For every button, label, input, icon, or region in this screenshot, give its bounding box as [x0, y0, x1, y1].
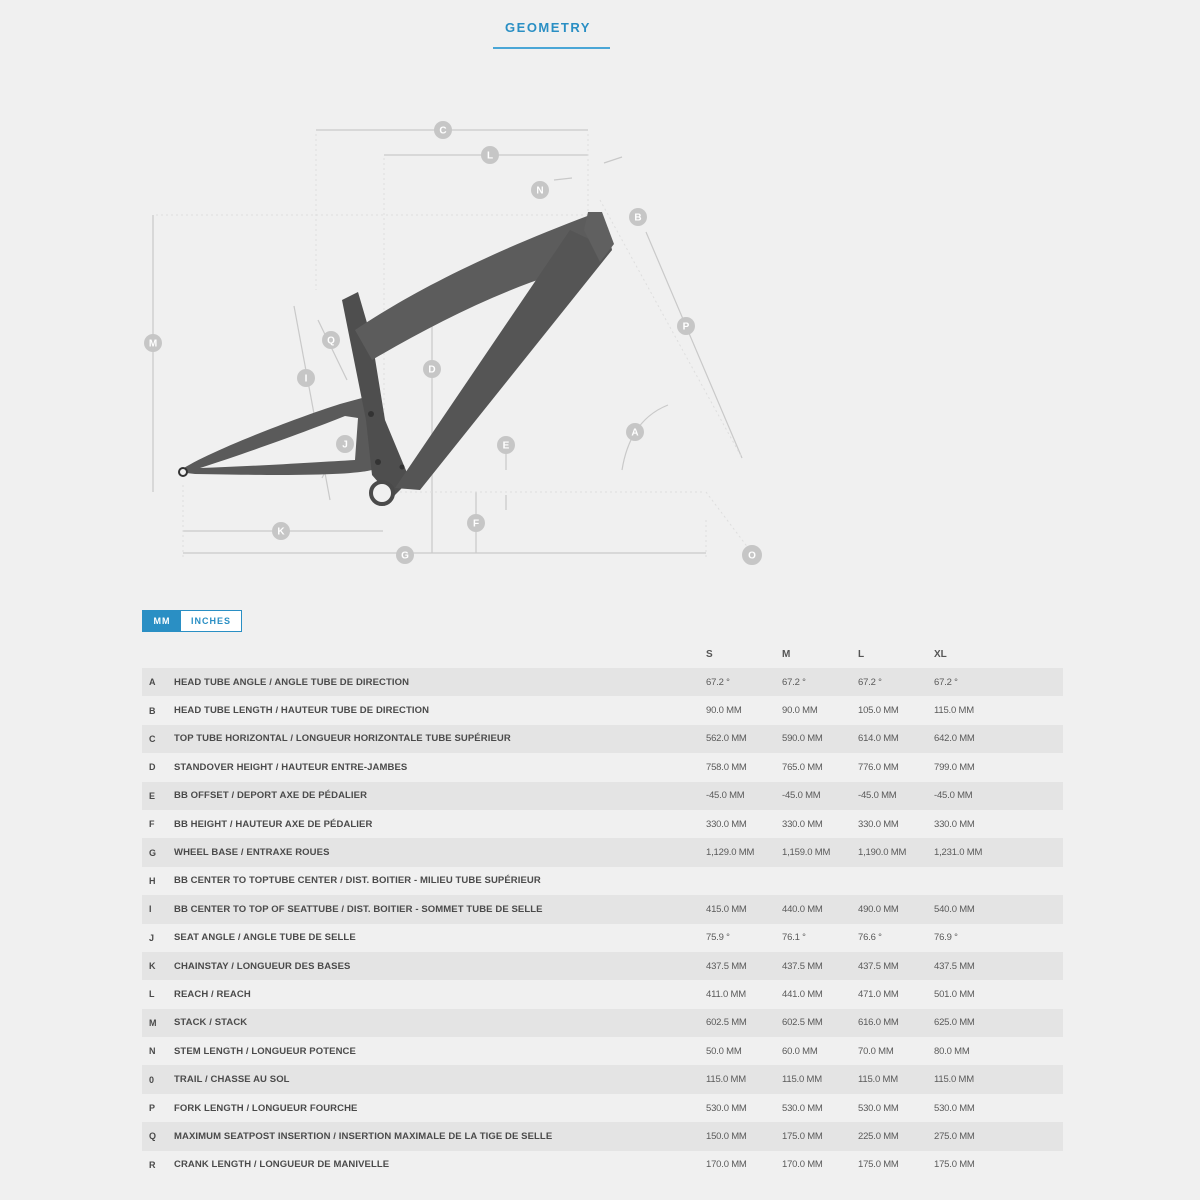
dimension-letter: C — [439, 125, 447, 137]
value-xl: -45.0 MM — [934, 782, 1063, 810]
table-row — [142, 1094, 1063, 1122]
value-m: 602.5 MM — [782, 1009, 858, 1037]
measure-letter: N — [142, 1037, 174, 1065]
value-l: 175.0 MM — [858, 1151, 934, 1179]
dimension-letter: Q — [327, 335, 335, 347]
measure-letter: E — [142, 782, 174, 810]
value-s: 50.0 MM — [706, 1037, 782, 1065]
value-s: 530.0 MM — [706, 1094, 782, 1122]
measure-letter: J — [142, 924, 174, 952]
value-m: 440.0 MM — [782, 895, 858, 923]
geometry-table — [142, 640, 1063, 1179]
measure-name: WHEEL BASE / ENTRAXE ROUES — [174, 838, 706, 866]
dimension-letter: D — [428, 364, 436, 376]
dimension-letter: E — [502, 440, 510, 452]
value-l: -45.0 MM — [858, 782, 934, 810]
value-s: 437.5 MM — [706, 952, 782, 980]
measure-name: TOP TUBE HORIZONTAL / LONGUEUR HORIZONTALE TUBE SUPÉRIEUR — [174, 725, 706, 753]
dimension-label-m — [144, 334, 162, 352]
table-row — [142, 753, 1063, 781]
value-xl: 115.0 MM — [934, 1065, 1063, 1093]
value-m: 441.0 MM — [782, 980, 858, 1008]
size-header-l: L — [858, 648, 865, 660]
dimension-label-j — [336, 435, 354, 453]
measure-name: FORK LENGTH / LONGUEUR FOURCHE — [174, 1094, 706, 1122]
dimension-letter: A — [631, 427, 639, 439]
measure-letter: F — [142, 810, 174, 838]
dimension-letter: F — [472, 518, 480, 530]
dimension-letter: K — [277, 526, 285, 538]
table-row — [142, 810, 1063, 838]
value-l: 530.0 MM — [858, 1094, 934, 1122]
measure-letter: R — [142, 1151, 174, 1179]
value-m: 115.0 MM — [782, 1065, 858, 1093]
table-row — [142, 980, 1063, 1008]
table-row — [142, 952, 1063, 980]
measure-letter: D — [142, 753, 174, 781]
measure-name: MAXIMUM SEATPOST INSERTION / INSERTION MAXIMALE DE LA TIGE DE SELLE — [174, 1122, 706, 1150]
dimension-letter: P — [682, 321, 690, 333]
value-l: 776.0 MM — [858, 753, 934, 781]
value-xl: 625.0 MM — [934, 1009, 1063, 1037]
page-title: GEOMETRY — [505, 20, 591, 35]
value-m: 530.0 MM — [782, 1094, 858, 1122]
value-l: 1,190.0 MM — [858, 838, 934, 866]
value-s: 758.0 MM — [706, 753, 782, 781]
value-l: 70.0 MM — [858, 1037, 934, 1065]
table-row — [142, 696, 1063, 724]
value-s: 115.0 MM — [706, 1065, 782, 1093]
dimension-letter: B — [634, 212, 642, 224]
table-row — [142, 1122, 1063, 1150]
value-s: 67.2 ° — [706, 668, 782, 696]
measure-name: STACK / STACK — [174, 1009, 706, 1037]
measure-letter: C — [142, 725, 174, 753]
measure-name: SEAT ANGLE / ANGLE TUBE DE SELLE — [174, 924, 706, 952]
unit-toggle[interactable] — [142, 610, 242, 632]
value-s — [706, 867, 782, 895]
value-xl: 642.0 MM — [934, 725, 1063, 753]
table-row — [142, 1037, 1063, 1065]
dimension-label-c — [434, 121, 452, 139]
value-s: 170.0 MM — [706, 1151, 782, 1179]
value-s: 90.0 MM — [706, 696, 782, 724]
measure-name: HEAD TUBE ANGLE / ANGLE TUBE DE DIRECTION — [174, 668, 706, 696]
dimension-label-a — [626, 423, 644, 441]
bike-frame — [178, 212, 614, 504]
dimension-letter: N — [536, 185, 544, 197]
dimension-label-k — [272, 522, 290, 540]
dimension-label-o — [743, 546, 761, 564]
value-xl: 80.0 MM — [934, 1037, 1063, 1065]
value-s: 411.0 MM — [706, 980, 782, 1008]
measure-letter: I — [142, 895, 174, 923]
table-row — [142, 838, 1063, 866]
value-s: 150.0 MM — [706, 1122, 782, 1150]
measure-name: TRAIL / CHASSE AU SOL — [174, 1065, 706, 1093]
measure-name: REACH / REACH — [174, 980, 706, 1008]
dimension-letter: O — [748, 550, 756, 562]
measure-letter: A — [142, 668, 174, 696]
measure-letter: H — [142, 867, 174, 895]
table-body — [142, 668, 1063, 1179]
dimension-label-f — [467, 514, 485, 532]
measure-name: BB CENTER TO TOP OF SEATTUBE / DIST. BOITIER - SOMMET TUBE DE SELLE — [174, 895, 706, 923]
measure-letter: P — [142, 1094, 174, 1122]
value-s: 1,129.0 MM — [706, 838, 782, 866]
value-m: 170.0 MM — [782, 1151, 858, 1179]
value-l: 437.5 MM — [858, 952, 934, 980]
measure-letter: 0 — [142, 1065, 174, 1093]
measure-name: BB CENTER TO TOPTUBE CENTER / DIST. BOITIER - MILIEU TUBE SUPÉRIEUR — [174, 867, 706, 895]
dimension-label-b — [629, 208, 647, 226]
value-xl — [934, 867, 1063, 895]
measure-name: STANDOVER HEIGHT / HAUTEUR ENTRE-JAMBES — [174, 753, 706, 781]
value-l: 490.0 MM — [858, 895, 934, 923]
measure-letter: Q — [142, 1122, 174, 1150]
dimension-letter: G — [401, 550, 409, 562]
mm-unit-button[interactable]: MM — [143, 611, 181, 631]
size-header-s: S — [706, 648, 713, 660]
value-m: 437.5 MM — [782, 952, 858, 980]
value-xl: 501.0 MM — [934, 980, 1063, 1008]
dimension-letter: I — [304, 373, 308, 385]
value-xl: 67.2 ° — [934, 668, 1063, 696]
size-header-m: M — [782, 648, 791, 660]
dimension-label-d — [423, 360, 441, 378]
measure-name: CRANK LENGTH / LONGUEUR DE MANIVELLE — [174, 1151, 706, 1179]
dimension-label-l — [481, 146, 499, 164]
value-l: 76.6 ° — [858, 924, 934, 952]
dimension-label-n — [531, 181, 549, 199]
value-xl: 437.5 MM — [934, 952, 1063, 980]
inches-unit-button[interactable]: INCHES — [190, 616, 231, 626]
value-l: 115.0 MM — [858, 1065, 934, 1093]
measure-letter: M — [142, 1009, 174, 1037]
dimension-labels — [144, 121, 761, 564]
value-xl: 115.0 MM — [934, 696, 1063, 724]
dimension-label-q — [322, 331, 340, 349]
value-l: 616.0 MM — [858, 1009, 934, 1037]
dimension-label-i — [297, 369, 315, 387]
value-m: 330.0 MM — [782, 810, 858, 838]
value-l — [858, 867, 934, 895]
dimension-letter: M — [148, 338, 158, 350]
measure-name: STEM LENGTH / LONGUEUR POTENCE — [174, 1037, 706, 1065]
value-m: -45.0 MM — [782, 782, 858, 810]
measure-letter: B — [142, 696, 174, 724]
header-name — [174, 640, 706, 668]
table-row — [142, 668, 1063, 696]
value-xl: 175.0 MM — [934, 1151, 1063, 1179]
value-s: 562.0 MM — [706, 725, 782, 753]
size-header-xl: XL — [934, 648, 947, 660]
value-m: 90.0 MM — [782, 696, 858, 724]
value-l: 225.0 MM — [858, 1122, 934, 1150]
value-m: 590.0 MM — [782, 725, 858, 753]
value-s: 330.0 MM — [706, 810, 782, 838]
table-header-row — [142, 640, 1063, 668]
value-xl: 330.0 MM — [934, 810, 1063, 838]
value-l: 67.2 ° — [858, 668, 934, 696]
value-m: 1,159.0 MM — [782, 838, 858, 866]
measure-letter: G — [142, 838, 174, 866]
measure-name: CHAINSTAY / LONGUEUR DES BASES — [174, 952, 706, 980]
measure-name: BB HEIGHT / HAUTEUR AXE DE PÉDALIER — [174, 810, 706, 838]
value-m: 175.0 MM — [782, 1122, 858, 1150]
dimension-lines — [153, 130, 752, 560]
value-s: 75.9 ° — [706, 924, 782, 952]
dimension-letter: J — [342, 439, 348, 451]
table-row — [142, 1151, 1063, 1179]
table-row — [142, 924, 1063, 952]
value-l: 330.0 MM — [858, 810, 934, 838]
value-m: 67.2 ° — [782, 668, 858, 696]
value-xl: 1,231.0 MM — [934, 838, 1063, 866]
value-xl: 275.0 MM — [934, 1122, 1063, 1150]
value-s: -45.0 MM — [706, 782, 782, 810]
measure-letter: K — [142, 952, 174, 980]
dimension-label-p — [677, 317, 695, 335]
value-xl: 799.0 MM — [934, 753, 1063, 781]
table-row — [142, 725, 1063, 753]
value-l: 105.0 MM — [858, 696, 934, 724]
value-m: 60.0 MM — [782, 1037, 858, 1065]
measure-name: HEAD TUBE LENGTH / HAUTEUR TUBE DE DIRECTION — [174, 696, 706, 724]
value-m: 765.0 MM — [782, 753, 858, 781]
value-m: 76.1 ° — [782, 924, 858, 952]
value-s: 415.0 MM — [706, 895, 782, 923]
table-row — [142, 867, 1063, 895]
value-l: 614.0 MM — [858, 725, 934, 753]
table-row — [142, 1065, 1063, 1093]
dimension-label-g — [396, 546, 414, 564]
table-row — [142, 782, 1063, 810]
dimension-label-e — [497, 436, 515, 454]
table-row — [142, 1009, 1063, 1037]
value-s: 602.5 MM — [706, 1009, 782, 1037]
value-xl: 530.0 MM — [934, 1094, 1063, 1122]
value-xl: 540.0 MM — [934, 895, 1063, 923]
dimension-letter: L — [486, 150, 494, 162]
value-m — [782, 867, 858, 895]
measure-letter: L — [142, 980, 174, 1008]
value-l: 471.0 MM — [858, 980, 934, 1008]
table-row — [142, 895, 1063, 923]
measure-name: BB OFFSET / DEPORT AXE DE PÉDALIER — [174, 782, 706, 810]
value-xl: 76.9 ° — [934, 924, 1063, 952]
header-letter — [142, 640, 174, 668]
